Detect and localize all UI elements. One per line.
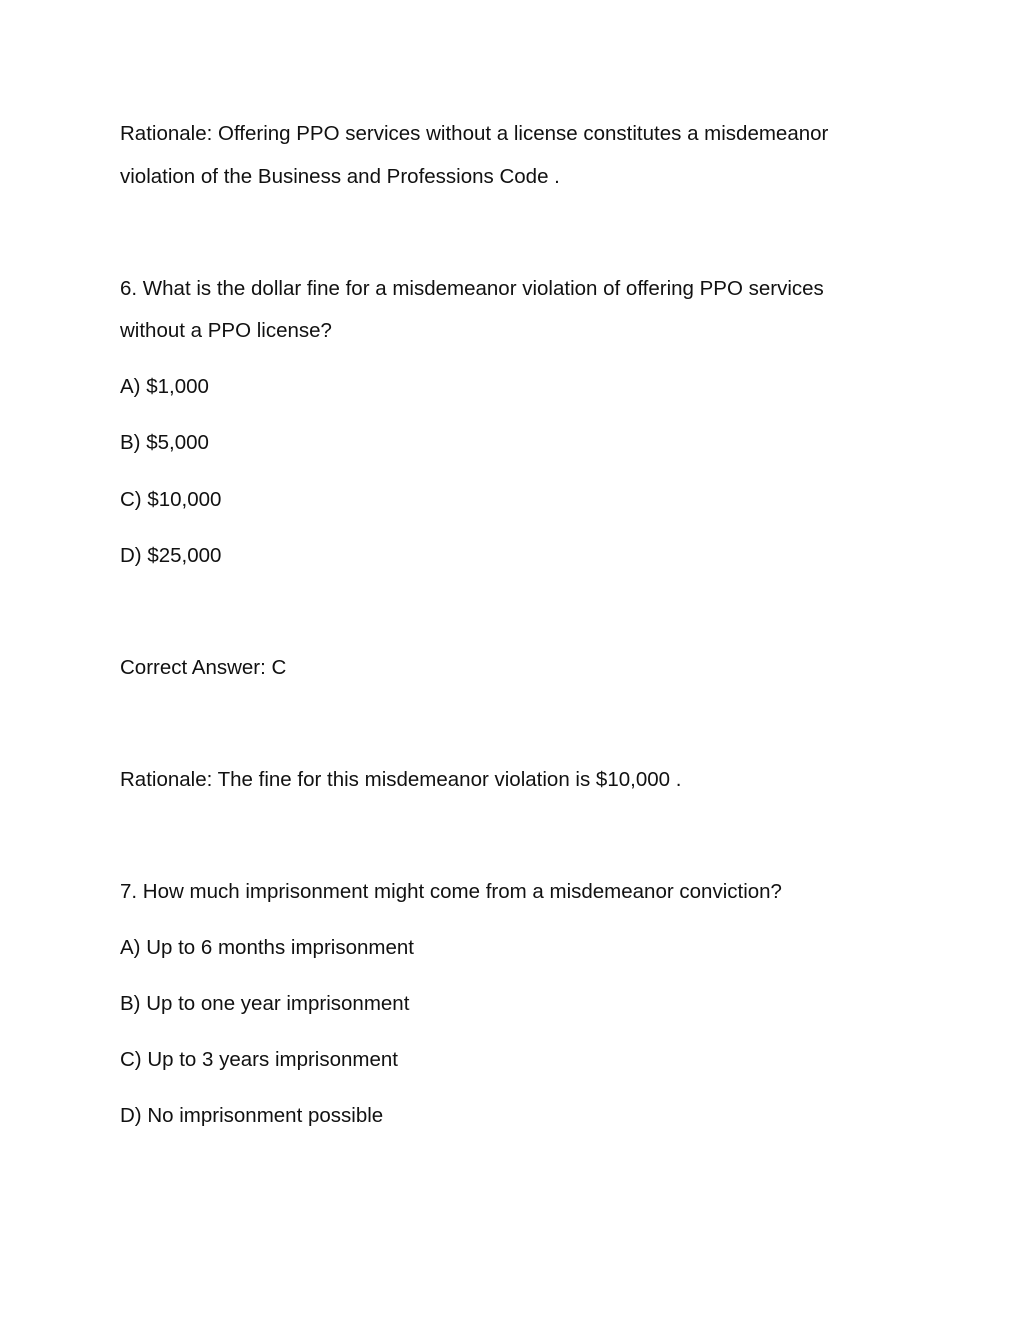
question6-correct-answer: Correct Answer: C [120,656,287,679]
question6-text-line2: without a PPO license? [120,319,332,342]
question6-option-c: C) $10,000 [120,488,222,511]
question6-text-line1: 6. What is the dollar fine for a misdemeanor violation of offering PPO services [120,277,824,300]
question7-option-c: C) Up to 3 years imprisonment [120,1048,398,1071]
rationale-q5-line2: violation of the Business and Professions Code . [120,165,560,188]
question6-rationale: Rationale: The fine for this misdemeanor violation is $10,000 . [120,768,682,791]
question7-text: 7. How much imprisonment might come from a misdemeanor conviction? [120,880,782,903]
question6-option-d: D) $25,000 [120,544,222,567]
question7-option-a: A) Up to 6 months imprisonment [120,936,414,959]
question6-option-b: B) $5,000 [120,431,209,454]
rationale-q5-line1: Rationale: Offering PPO services without a license constitutes a misdemeanor [120,122,829,145]
question6-option-a: A) $1,000 [120,375,209,398]
question7-option-d: D) No imprisonment possible [120,1104,384,1127]
question7-option-b: B) Up to one year imprisonment [120,992,410,1015]
